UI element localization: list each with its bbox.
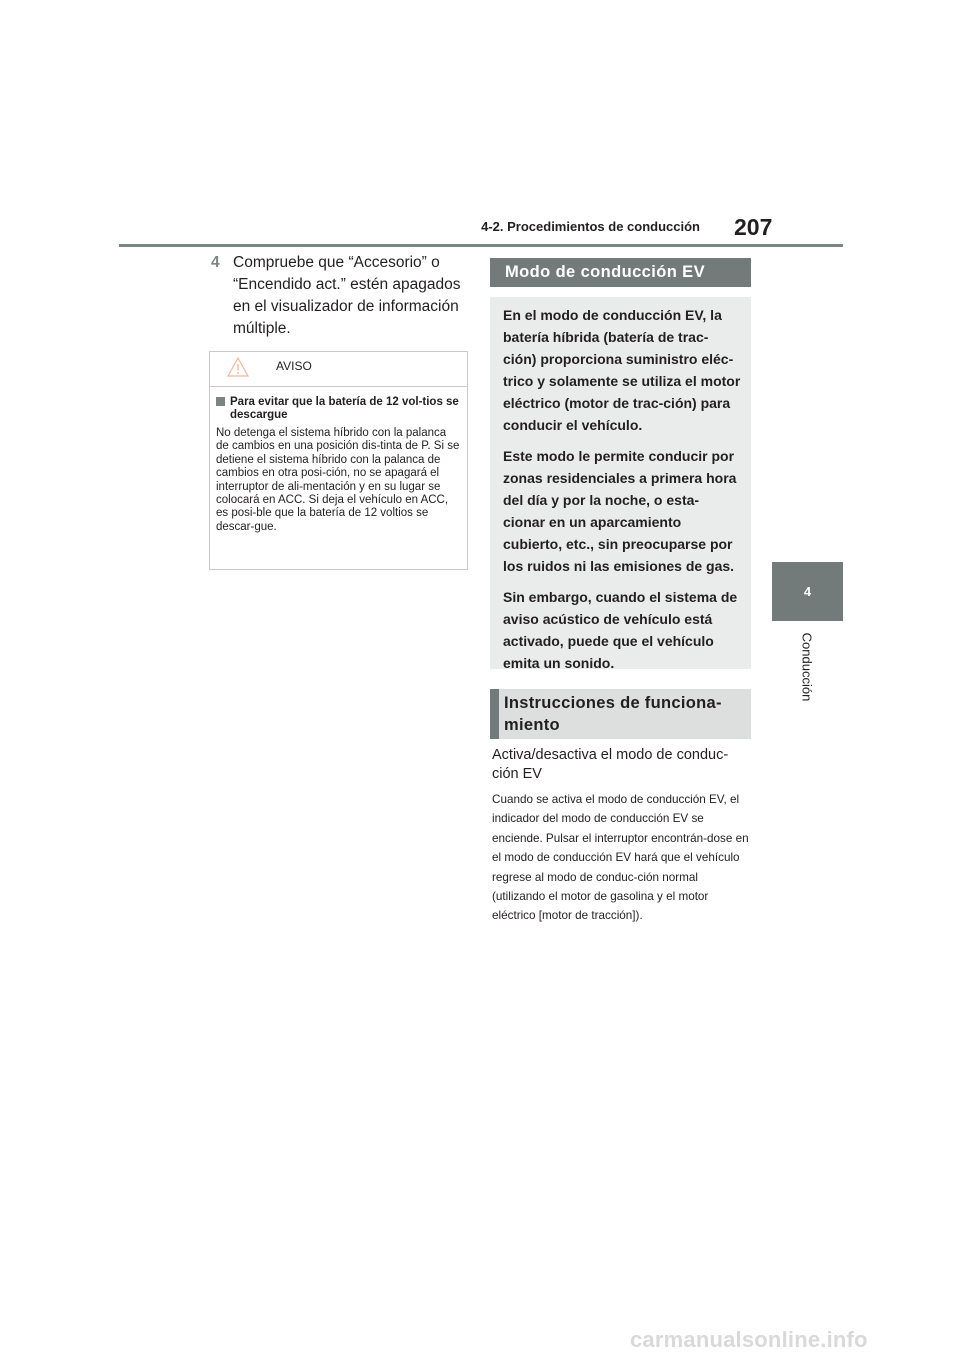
section-title: 4-2. Procedimientos de conducción	[481, 219, 700, 234]
header-divider	[119, 244, 843, 247]
warning-box	[209, 351, 468, 570]
ev-mode-paragraph: Este modo le permite conducir por zonas residenciales a primera hora del día y por la noche, o esta-cionar en un aparcamiento cubierto, etc., sin preocuparse por los ruidos ni las emisiones de gas.	[503, 448, 737, 574]
step-number: 4	[211, 254, 220, 271]
ev-mode-box	[490, 297, 751, 669]
chapter-title: Conducción	[799, 632, 815, 702]
instructions-text: Cuando se activa el modo de conducción EV, el indicador del modo de conducción EV se enciende. Pulsar el interruptor encontrán-dose en el modo de conducción EV hará que el vehículo regrese al modo de conduc-ción normal (utilizando el motor de gasolina y el motor eléctrico [motor de tracción]).	[492, 793, 749, 923]
ev-mode-paragraph: Sin embargo, cuando el sistema de aviso acústico de vehículo está activado, puede que el vehículo emita un sonido.	[503, 589, 738, 671]
instructions-lead: Activa/desactiva el modo de conduc-ción EV	[492, 747, 729, 782]
page-number: 207	[734, 214, 773, 240]
instructions-heading	[490, 689, 751, 739]
step-item	[211, 252, 466, 340]
chapter-number: 4	[803, 584, 812, 599]
warning-triangle-icon	[227, 357, 249, 382]
warning-text: No detenga el sistema híbrido con la palanca de cambios en una posición dis-tinta de P. Si se detiene el sistema híbrido con la palanca de cambios en otra posi-ción, no se apagará el interruptor de ali-mentación y en su lugar se colocará en ACC. Si deja el vehículo en ACC, es posi-ble que la batería de 12 voltios se descar-gue.	[216, 427, 460, 533]
warning-subtitle	[216, 396, 461, 422]
ev-mode-heading: Modo de conducción EV	[490, 258, 751, 287]
watermark: carmanualsonline.info	[630, 1327, 868, 1352]
warning-title: AVISO	[276, 359, 312, 373]
warning-subtitle-text: Para evitar que la batería de 12 vol-tios se descargue	[230, 396, 459, 421]
square-bullet-icon	[216, 397, 225, 406]
warning-header	[210, 352, 467, 387]
instructions-heading-text: Instrucciones de funciona-miento	[504, 694, 722, 734]
chapter-tab[interactable]	[772, 562, 843, 621]
ev-mode-paragraph: En el modo de conducción EV, la batería híbrida (batería de trac-ción) proporciona suministro eléc-trico y solamente se utiliza el motor eléctrico (motor de trac-ción) para conducir el vehículo.	[503, 307, 741, 433]
step-text: Compruebe que “Accesorio” o “Encendido act.” estén apagados en el visualizador de información múltiple.	[233, 254, 461, 337]
